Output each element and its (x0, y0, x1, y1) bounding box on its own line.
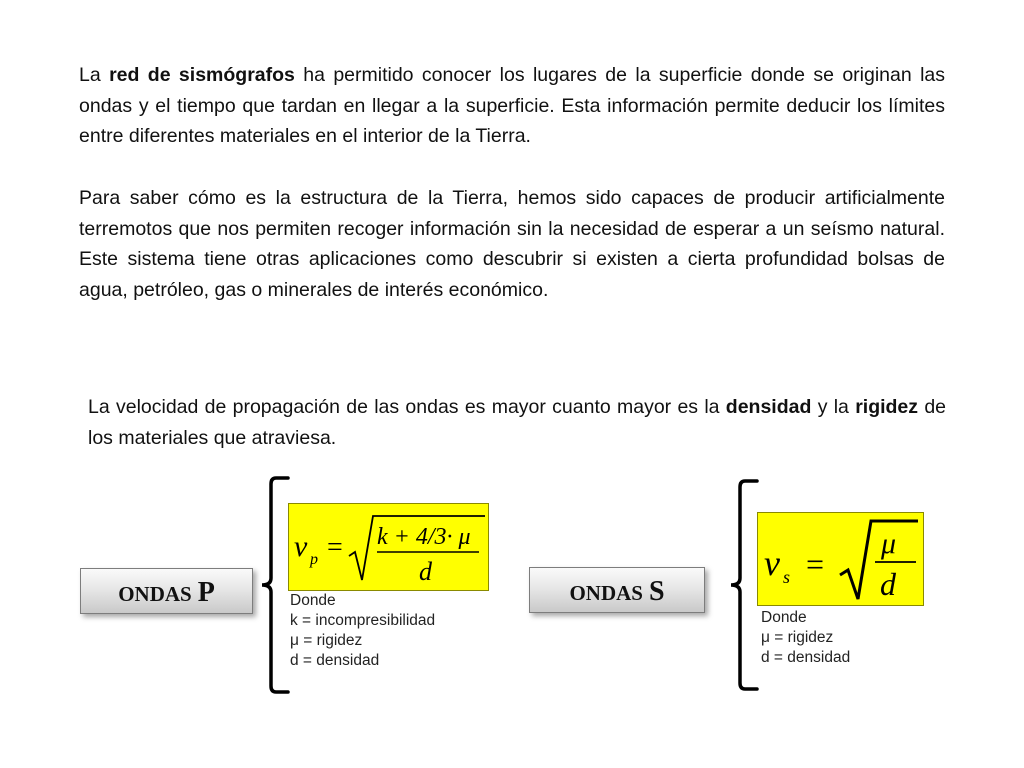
formula-p-svg (289, 504, 488, 590)
p1-bold-red-sismografos: red de sismógrafos (109, 64, 295, 86)
formula-s-numerator: μ (881, 527, 897, 560)
legend-s-line-1: Donde (761, 609, 807, 626)
p2-text: Para saber cómo es la estructura de la Tierra, hemos sido capaces de producir artificialmente terremotos que nos permiten recoger información sin la necesidad de esperar a un seísmo natural. Este sistema tiene otras aplicaciones como descubrir si existen a cierta profundidad bolsas de agua, petróleo, gas o minerales de interés económico. (79, 187, 945, 301)
formula-p-box (288, 503, 489, 591)
formula-s-sqrt-icon (840, 521, 918, 599)
p3-text-c: de los materiales que atraviesa. (88, 396, 947, 449)
p3-text-a: La velocidad de propagación de las ondas es mayor cuanto mayor es la (88, 396, 726, 418)
legend-s-line-3: d = densidad (761, 649, 851, 666)
ondas-p-letter: P (197, 577, 215, 608)
brace-p-icon (256, 474, 292, 696)
ondas-s-letter: S (648, 576, 665, 607)
legend-s-line-2: μ = rigidez (761, 629, 834, 646)
formula-s-box (757, 512, 924, 606)
ondas-p-word: ONDAS (118, 582, 192, 606)
p3-bold-rigidez: rigidez (855, 396, 919, 418)
formula-p-sub: p (310, 551, 318, 568)
ondas-s-word: ONDAS (569, 581, 643, 605)
formula-p-denominator: d (419, 557, 432, 586)
legend-p-line-2: k = incompresibilidad (290, 612, 436, 629)
paragraph-wave-velocity (88, 392, 946, 453)
legend-p-line-1: Donde (290, 592, 336, 609)
legend-p-line-4: d = densidad (290, 652, 380, 669)
p3-bold-densidad: densidad (725, 396, 812, 418)
formula-s-v: v (764, 543, 780, 583)
formula-s-sub: s (783, 567, 791, 587)
p1-text-b: ha permitido conocer los lugares de la superficie donde se originan las ondas y el tiempo que tardan en llegar a la superficie. Esta información permite deducir los límites entre diferentes materiales en el interior de la Tierra. (79, 64, 946, 147)
ondas-s-button[interactable] (529, 567, 705, 613)
legend-p (290, 591, 435, 671)
formula-p-v: v (294, 530, 308, 563)
paragraph-seismograph-network (79, 60, 945, 152)
formula-s-equals: = (806, 546, 825, 582)
formula-p-numerator: k + 4/3· μ (377, 524, 471, 550)
legend-s (761, 608, 850, 668)
formula-s-denominator: d (880, 566, 896, 602)
p1-text-a: La (79, 64, 110, 86)
legend-p-line-3: μ = rigidez (290, 632, 363, 649)
formula-p-equals: = (327, 532, 343, 563)
ondas-p-button[interactable] (80, 568, 253, 614)
formula-s-svg (758, 513, 923, 605)
paragraph-artificial-earthquakes (79, 183, 945, 305)
brace-s-icon (725, 477, 761, 693)
p3-text-b: y la (811, 396, 856, 418)
